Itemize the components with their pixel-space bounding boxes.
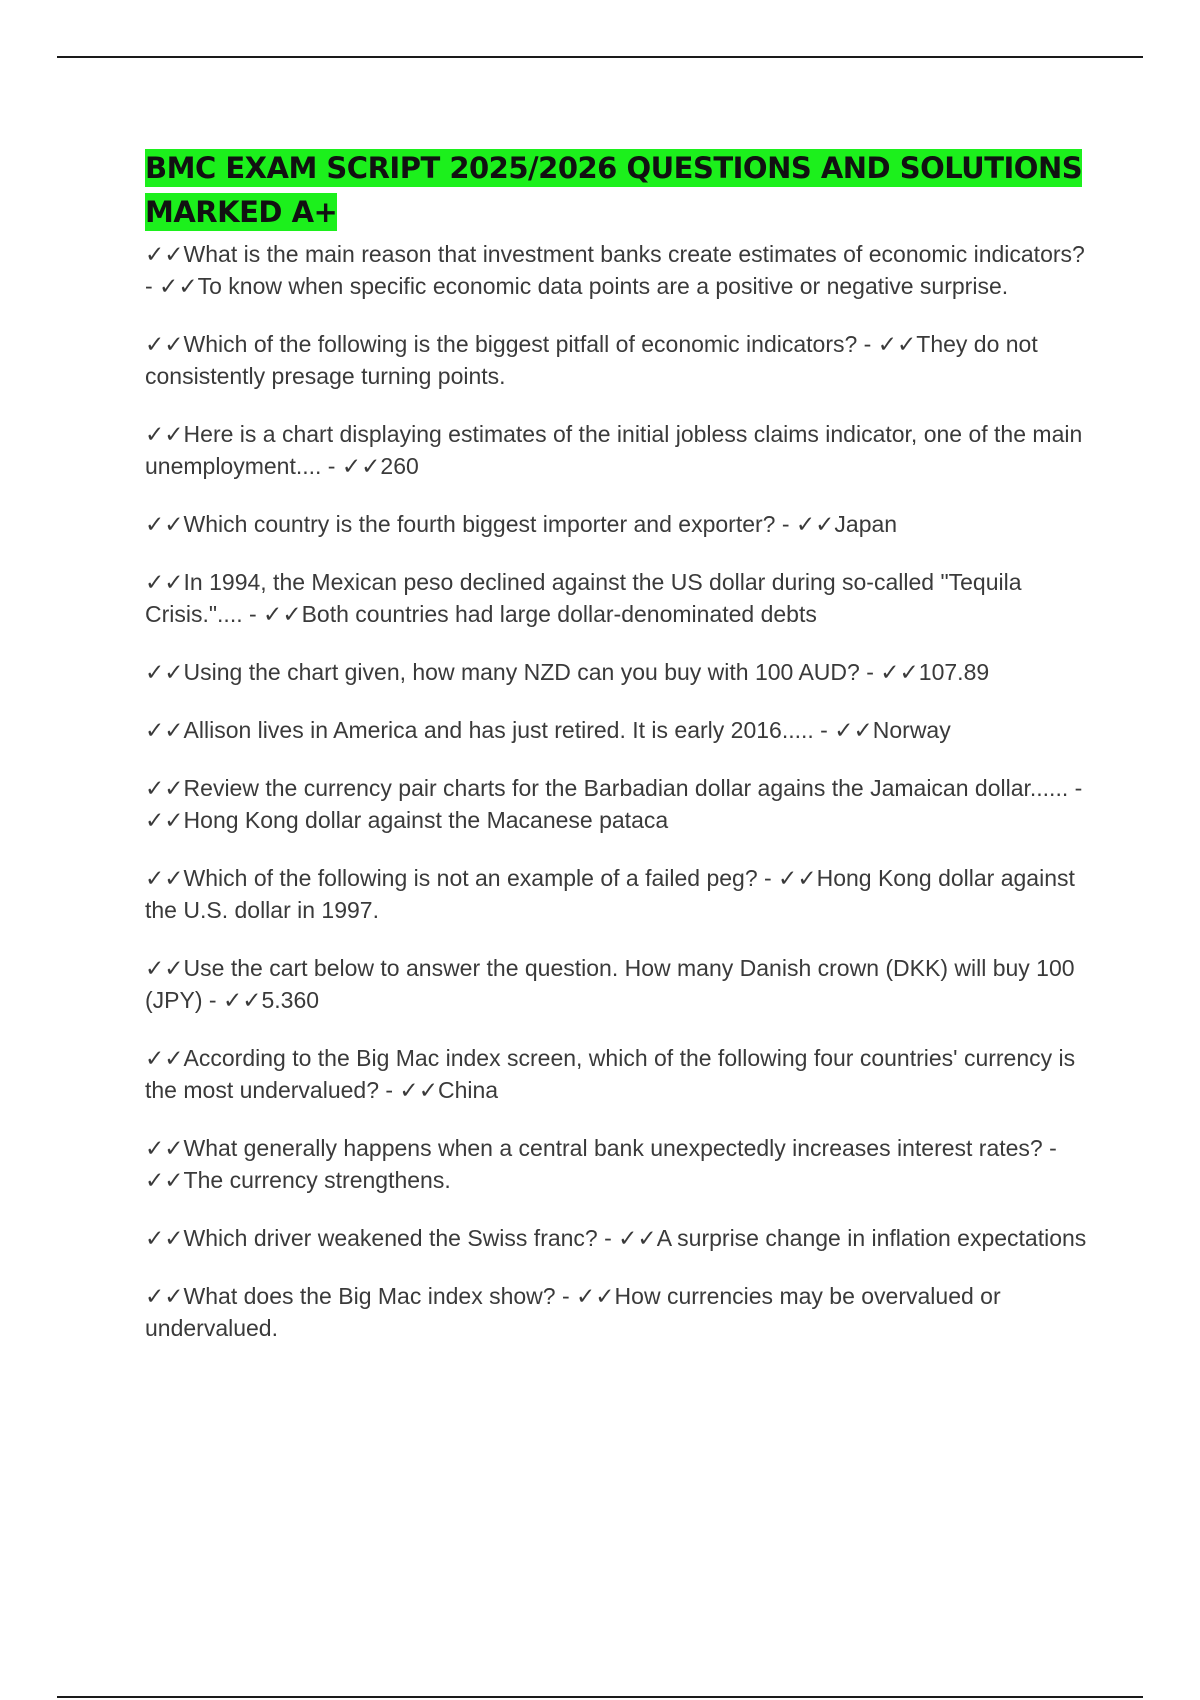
qa-item-5: ✓✓In 1994, the Mexican peso declined against the US dollar during so-called "Tequila Crisis.".... - ✓✓Both countries had large dollar-denominated debts	[145, 569, 1022, 627]
page-top-rule	[57, 56, 1143, 58]
qa-item-9: ✓✓Which of the following is not an example of a failed peg? - ✓✓Hong Kong dollar against the U.S. dollar in 1997.	[145, 865, 1075, 923]
qa-item-4: ✓✓Which country is the fourth biggest importer and exporter? - ✓✓Japan	[145, 511, 898, 537]
qa-item-10: ✓✓Use the cart below to answer the question. How many Danish crown (DKK) will buy 100 (JPY) - ✓✓5.360	[145, 955, 1075, 1013]
document-title	[145, 146, 1090, 234]
qa-item-14: ✓✓What does the Big Mac index show? - ✓✓How currencies may be overvalued or undervalued.	[145, 1283, 1001, 1341]
qa-item-1: ✓✓What is the main reason that investment banks create estimates of economic indicators? - ✓✓To know when specific economic data points are a positive or negative surprise.	[145, 241, 1085, 299]
qa-item-3: ✓✓Here is a chart displaying estimates of the initial jobless claims indicator, one of the main unemployment.... - ✓✓260	[145, 421, 1083, 479]
qa-item-6: ✓✓Using the chart given, how many NZD can you buy with 100 AUD? - ✓✓107.89	[145, 659, 990, 685]
document-title-text: BMC EXAM SCRIPT 2025/2026 QUESTIONS AND SOLUTIONS MARKED A+	[145, 151, 1083, 229]
qa-item-2: ✓✓Which of the following is the biggest pitfall of economic indicators? - ✓✓They do not consistently presage turning points.	[145, 331, 1038, 389]
qa-item-11: ✓✓According to the Big Mac index screen, which of the following four countries' currency is the most undervalued? - ✓✓China	[145, 1045, 1076, 1103]
qa-item-12: ✓✓What generally happens when a central bank unexpectedly increases interest rates? - ✓✓The currency strengthens.	[145, 1135, 1057, 1193]
document-body	[145, 146, 1090, 1370]
qa-item-7: ✓✓Allison lives in America and has just retired. It is early 2016..... - ✓✓Norway	[145, 717, 951, 743]
page-bottom-rule	[57, 1696, 1143, 1698]
qa-item-13: ✓✓Which driver weakened the Swiss franc? - ✓✓A surprise change in inflation expectations	[145, 1225, 1087, 1251]
qa-item-8: ✓✓Review the currency pair charts for the Barbadian dollar agains the Jamaican dollar...... - ✓✓Hong Kong dollar against the Macanese pataca	[145, 775, 1083, 833]
